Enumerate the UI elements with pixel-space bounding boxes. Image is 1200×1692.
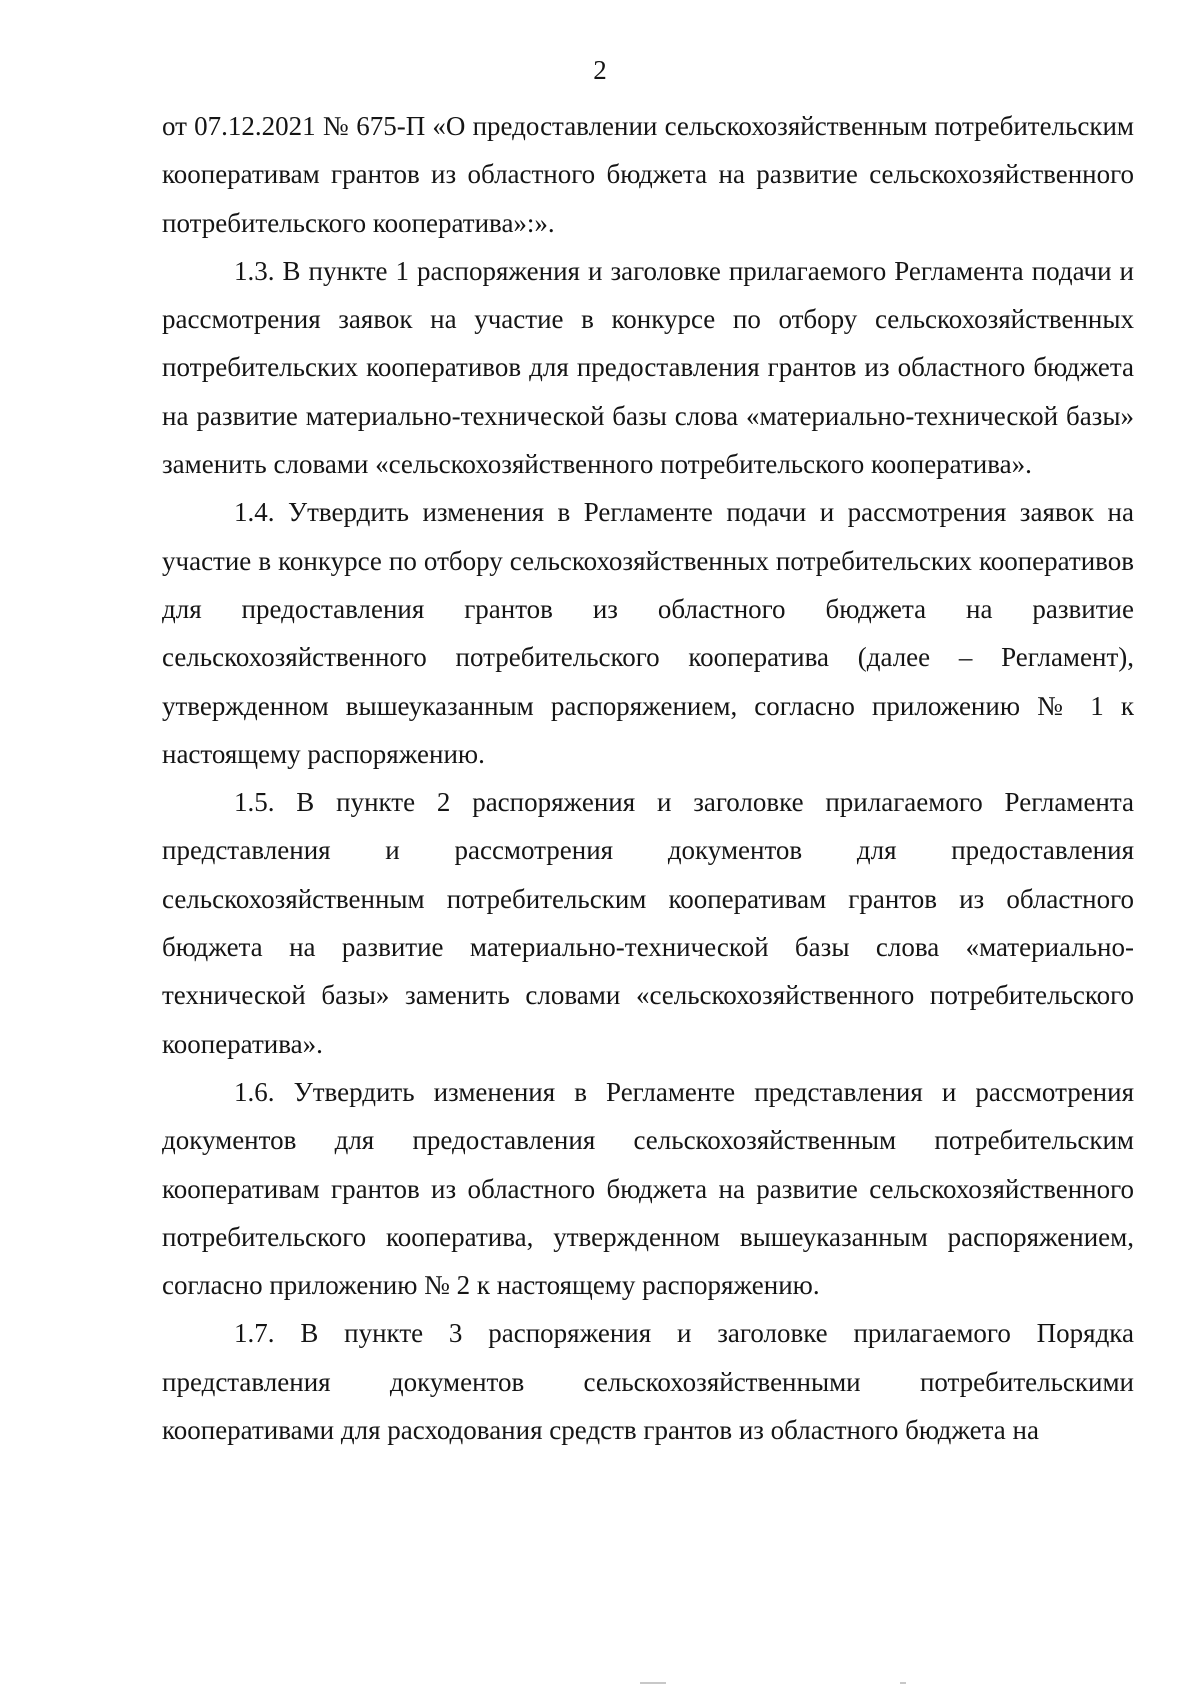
scan-artifact xyxy=(640,1682,666,1684)
paragraph-1-7: 1.7. В пункте 3 распоряжения и заголовке прилагаемого Порядка представления документов сельскохозяйственными потребительскими кооперативами для расходования средств грантов из областного бюджета на xyxy=(162,1318,1134,1446)
paragraph-1-4: 1.4. Утвердить изменения в Регламенте подачи и рассмотрения заявок на участие в конкурсе по отбору сельскохозяйственных потребительских кооперативов для предоставления грантов из областного бюджета на развитие сельскохозяйственного потребительского кооператива (далее – Регламент), утвержденном вышеуказанным распоряжением, согласно приложению № 1 к настоящему распоряжению. xyxy=(162,497,1134,769)
page-number: 2 xyxy=(593,55,607,85)
paragraph-1-3: 1.3. В пункте 1 распоряжения и заголовке прилагаемого Регламента подачи и рассмотрения заявок на участие в конкурсе по отбору сельскохозяйственных потребительских кооперативов для предоставления грантов из областного бюджета на развитие материально-технической базы слова «материально-технической базы» заменить словами «сельскохозяйственного потребительского кооператива». xyxy=(162,255,1134,480)
paragraph-continuation: от 07.12.2021 № 675-П «О предоставлении сельскохозяйственным потребительским кооперативам грантов из областного бюджета на развитие сельскохозяйственного потребительского кооператива»:». xyxy=(162,111,1134,238)
paragraph-1-5: 1.5. В пункте 2 распоряжения и заголовке прилагаемого Регламента представления и рассмотрения документов для предоставления сельскохозяйственным потребительским кооперативам грантов из областного бюджета на развитие материально-технической базы слова «материально-технической базы» заменить словами «сельскохозяйственного потребительского кооператива». xyxy=(162,787,1134,1059)
scan-artifact xyxy=(900,1682,906,1684)
paragraph-1-6: 1.6. Утвердить изменения в Регламенте представления и рассмотрения документов для предоставления сельскохозяйственным потребительским кооперативам грантов из областного бюджета на развитие сельскохозяйственного потребительского кооператива, утвержденном вышеуказанным распоряжением, согласно приложению № 2 к настоящему распоряжению. xyxy=(162,1076,1134,1301)
document-body xyxy=(162,102,1134,1454)
